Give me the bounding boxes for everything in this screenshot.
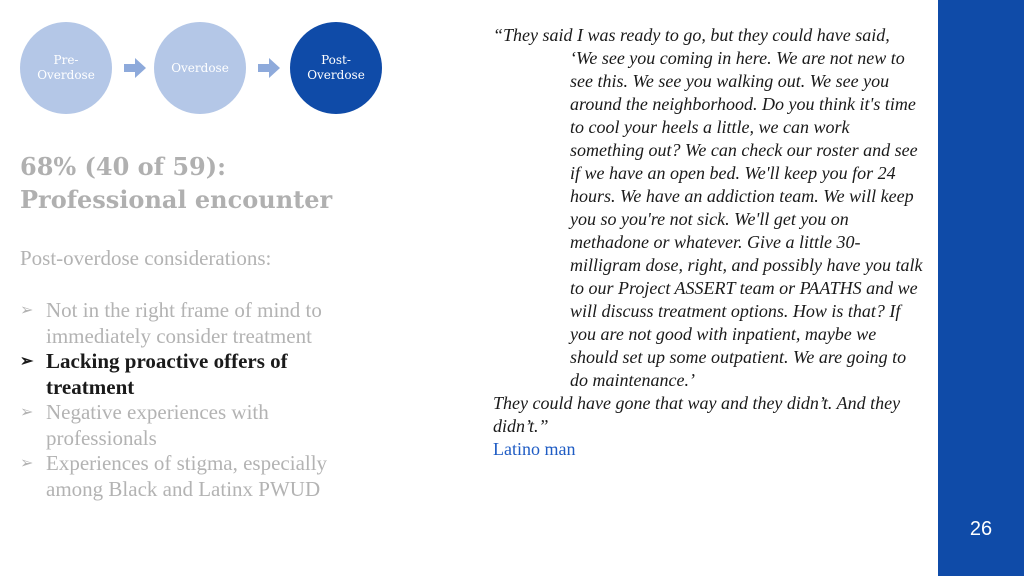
flow-step-pre-overdose: Pre- Overdose [20,22,112,114]
quote-inner: ‘We see you coming in here. We are not new to see this. We see you walking out. We see you around the neighborhood. Do you think it's time to cool your heels a little, we can work something out? We can check our roster and see if we have an open bed. We'll keep you for 24 hours. We have an addiction team. We will keep you so you're not sick. We'll get you on methadone or whatever. Give a little 30-milligram dose, right, and possibly have you talk to our Project ASSERT team or PAATHS and we will discuss treatment options. How is that? If you are not good with inpatient, maybe we should set up some outpatient. We are going to do maintenance.’ [570,48,923,390]
list-item-active [20,349,380,400]
arrow-right-icon [124,57,146,79]
quote-speaker: Latino man [493,439,576,459]
considerations-list [20,298,380,502]
considerations-label: Post-overdose considerations: [20,246,272,270]
bullet-arrow-icon: ➢ [20,404,34,421]
quote-closing: They could have gone that way and they didn’t. And they didn’t.” [493,393,901,436]
list-item [20,400,380,451]
list-item-text: Not in the right frame of mind to immediately consider treatment [46,298,322,348]
flow-step-post-overdose: Post- Overdose [290,22,382,114]
list-item-text: Lacking proactive offers of treatment [46,349,288,399]
list-item-text: Negative experiences with professionals [46,400,269,450]
heading-title: Professional encounter [20,185,333,214]
process-flow [20,22,390,114]
heading-statistic: 68% (40 of 59): [20,152,226,181]
list-item [20,451,380,502]
bullet-arrow-icon: ➢ [20,455,34,472]
sidebar-accent-bar [938,0,1024,576]
arrow-right-icon [258,57,280,79]
list-item [20,298,380,349]
participant-quote [493,24,923,461]
flow-step-overdose: Overdose [154,22,246,114]
quote-opening: “They said I was ready to go, but they could have said, [493,25,890,45]
list-item-text: Experiences of stigma, especially among Black and Latinx PWUD [46,451,328,501]
slide-heading [20,150,450,216]
bullet-arrow-icon: ➢ [20,302,34,319]
bullet-arrow-icon: ➢ [20,353,34,370]
page-number: 26 [969,518,993,540]
